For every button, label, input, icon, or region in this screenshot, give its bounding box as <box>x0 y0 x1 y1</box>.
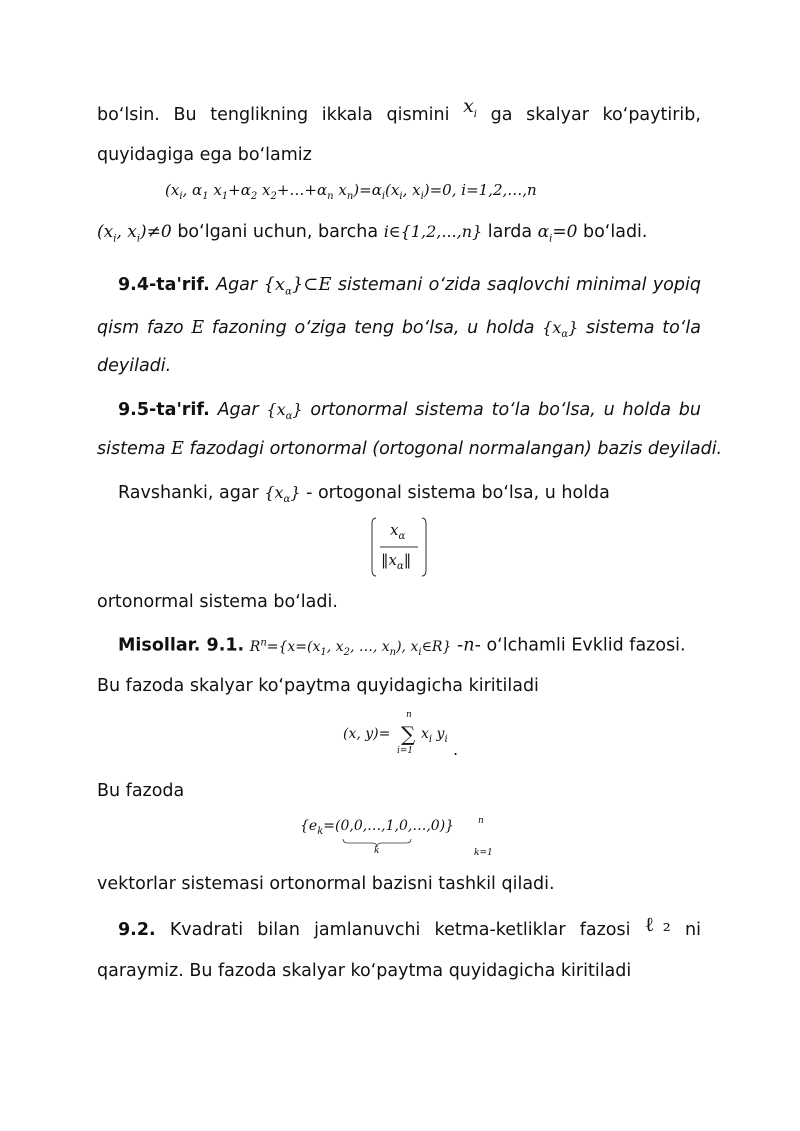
math-alpha: $\alpha_i=0$ <box>537 222 578 245</box>
text: qaraymiz. Bu fazoda skalyar ko‘paytma quyidagicha kiritiladi <box>97 961 632 981</box>
basis-equation <box>300 816 500 862</box>
basis-k1: k=1 <box>474 848 493 858</box>
text: Kvadrati bilan jamlanuvchi ketma-ketliklar fazosi <box>169 920 631 940</box>
basis-k: k <box>374 846 380 856</box>
text: Ravshanki, agar <box>118 483 259 503</box>
fraction-denominator: $‖x_\alpha‖$ <box>381 551 412 572</box>
text: quyidagiga ega bo‘lamiz <box>97 145 312 165</box>
definition-9-4-line1 <box>118 273 701 305</box>
equation-1: ($x_i$, $\alpha_1$ $x_1+\alpha_2$ $x_2+\dots+\alpha_n$ $x_n)=\alpha_i(x_i$, $x_i)=0$, i=1,2,…,n <box>165 181 537 202</box>
math: $\{x_\alpha\}\subset E$ <box>263 274 332 298</box>
paragraph-line <box>97 872 701 896</box>
text: - o‘lchamli Evklid fazosi. <box>474 635 686 656</box>
text: bo‘lgani uchun, barcha <box>177 222 379 242</box>
fraction-block <box>370 516 428 578</box>
paragraph-line <box>97 143 701 167</box>
sum-upper: n <box>406 710 412 720</box>
text: ortonormal sistema to‘la bo‘lsa, u holda bu <box>310 400 701 420</box>
math-l2: ℓ₂ <box>644 912 671 936</box>
definition-9-5-line1 <box>118 398 701 429</box>
sum-lower: i=1 <box>397 746 414 756</box>
text: fazoning o‘ziga teng bo‘lsa, u holda <box>211 318 535 338</box>
definition-9-4-line3 <box>97 354 701 378</box>
math: ($x_i$, $x_i)\ne 0$ <box>97 222 172 245</box>
text: ga skalyar ko‘paytirib, <box>490 105 701 125</box>
text: Bu fazoda skalyar ko‘paytma quyidagicha kiritiladi <box>97 676 539 696</box>
paragraph-line <box>97 220 701 251</box>
paragraph-line <box>118 481 701 512</box>
sum-equation <box>343 710 463 766</box>
text: Agar <box>216 275 258 295</box>
sum-term: $x_i$ $y_i$ <box>421 726 448 745</box>
fraction-numerator: $x_\alpha$ <box>390 521 406 542</box>
text: Bu fazoda <box>97 781 185 801</box>
text: vektorlar sistemasi ortonormal bazisni tashkil qiladi. <box>97 874 555 894</box>
basis-math: $\{e_k=(0,0,\dots,1,0,\dots,0)\}$ <box>300 818 455 837</box>
sigma-icon: ∑ <box>401 722 416 746</box>
definition-9-4-line2 <box>97 316 701 347</box>
text: ortonormal sistema bo‘ladi. <box>97 592 338 612</box>
math: $R^n=\{x=(x_1$, $x_2$, …, $x_n$), $x_i\in R$} <box>249 637 452 658</box>
text: fazodagi ortonormal (ortogonal normalangan) bazis deyiladi. <box>189 439 723 459</box>
text: sistema to‘la <box>586 318 701 338</box>
sum-dot: . <box>453 740 459 759</box>
text: larda <box>487 222 533 242</box>
text: sistemani o‘zida saqlovchi minimal yopiq <box>337 275 701 295</box>
text: ni <box>684 920 701 940</box>
paragraph-line <box>97 590 701 614</box>
sum-lhs: (x, y)= <box>343 726 391 742</box>
text: - ortogonal sistema bo‘lsa, u holda <box>306 483 610 503</box>
text: bo‘lsin. Bu tenglikning ikkala qismini <box>97 105 450 125</box>
math-E: E <box>191 318 205 338</box>
math-E: E <box>171 439 184 459</box>
paragraph-line <box>97 959 701 983</box>
definition-label: 9.5-ta'rif. <box>118 400 210 420</box>
math: $\{x_\alpha\}$ <box>264 483 301 506</box>
basis-n: n <box>478 816 484 826</box>
math: $\{x_\alpha\}$ <box>542 318 579 341</box>
example-9-1-line1 <box>118 631 701 664</box>
text: bo‘ladi. <box>582 222 648 242</box>
text: - <box>456 635 464 656</box>
example-9-2-line1 <box>118 912 701 942</box>
math: $\{x_\alpha\}$ <box>266 400 303 423</box>
text: deyiladi. <box>97 356 172 376</box>
example-label: 9.2. <box>118 920 156 940</box>
paragraph-line <box>97 95 701 135</box>
text: qism fazo <box>97 318 184 338</box>
text: sistema <box>97 439 166 459</box>
math-x: $x_i$ <box>463 95 477 120</box>
example-label: Misollar. 9.1. <box>118 635 245 656</box>
math-n: n <box>463 635 475 656</box>
paragraph-line <box>97 674 701 698</box>
definition-9-5-line2 <box>97 437 723 461</box>
definition-label: 9.4-ta'rif. <box>118 275 210 295</box>
paragraph-line <box>97 779 701 803</box>
math-set: i∈{1,2,...,n} <box>383 222 483 241</box>
text: Agar <box>217 400 259 420</box>
